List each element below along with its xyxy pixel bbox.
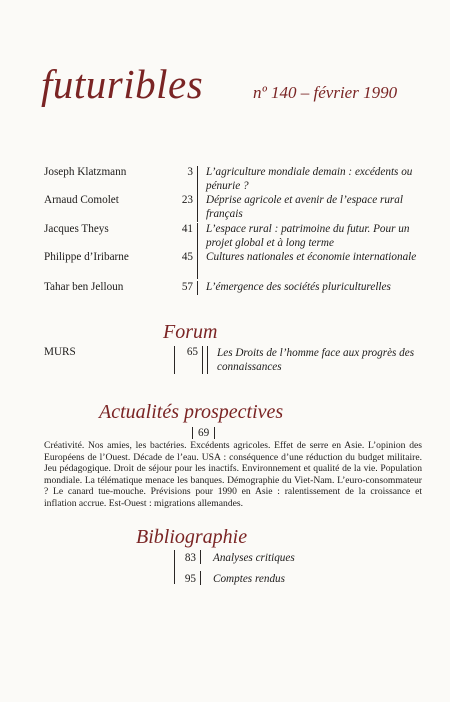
toc-author: Tahar ben Jelloun (44, 281, 124, 293)
toc-author: Arnaud Comolet (44, 194, 119, 206)
divider (214, 427, 215, 439)
divider (202, 346, 203, 374)
forum-author: MURS (44, 346, 76, 358)
divider (197, 223, 198, 251)
divider (197, 251, 198, 279)
divider (200, 550, 201, 564)
divider (200, 571, 201, 585)
toc-page: 57 (181, 281, 193, 293)
forum-title: Les Droits de l’homme face aux progrès des connaissances (217, 347, 415, 373)
bibliographie-item[interactable]: Analyses critiques (213, 552, 295, 564)
toc-title: Déprise agricole et avenir de l’espace rural français (206, 194, 403, 220)
divider (197, 166, 198, 194)
toc-title: L’émergence des sociétés pluriculturelles (206, 281, 391, 293)
forum-heading: Forum (163, 321, 218, 343)
bibliographie-heading: Bibliographie (136, 526, 248, 548)
forum-page: 65 (186, 346, 198, 358)
actualites-page: 69 (198, 427, 210, 439)
actualites-summary: Créativité. Nos amies, les bactéries. Excédents agricoles. Effet de serre en Asie. L’opinion des Européens de l’Ouest. Décade de l’eau. USA : conséquence d’une réduction du budget militaire. Jeu pédagogique. Droit de séjour pour les inactifs. Environnement et qualité de la vie. Population mondiale. La télématique menace les banques. Démographie du Viet-Nam. L’euro-consommateur ? Le canard tue-mouche. Prévisions pour 1990 en Asie : ralentissement de la croissance et inflation accrue. Est-Ouest : migrations allemandes. (44, 440, 422, 509)
toc-page: 23 (181, 194, 193, 206)
journal-title: futuribles (41, 61, 204, 107)
divider (207, 346, 208, 374)
bibliographie-item[interactable]: Comptes rendus (213, 573, 285, 585)
divider (197, 194, 198, 222)
toc-author: Philippe d’Iribarne (44, 251, 129, 263)
toc-author: Joseph Klatzmann (44, 166, 127, 178)
divider (192, 427, 193, 439)
toc-title: Cultures nationales et économie internationale (206, 251, 417, 263)
divider (174, 550, 175, 584)
divider (197, 281, 198, 295)
toc-page: 45 (181, 251, 193, 263)
divider (174, 346, 175, 374)
toc-page: 41 (181, 223, 193, 235)
toc-page: 3 (187, 166, 193, 178)
issue-number: nº 140 – février 1990 (253, 83, 398, 102)
bibliographie-page: 83 (184, 552, 196, 564)
toc-author: Jacques Theys (44, 223, 109, 235)
actualites-heading: Actualités prospectives (99, 401, 284, 423)
bibliographie-page: 95 (184, 573, 196, 585)
toc-title: L’agriculture mondiale demain : excédents ou pénurie ? (206, 166, 413, 192)
toc-title: L’espace rural : patrimoine du futur. Pour un projet global et à long terme (206, 223, 410, 249)
